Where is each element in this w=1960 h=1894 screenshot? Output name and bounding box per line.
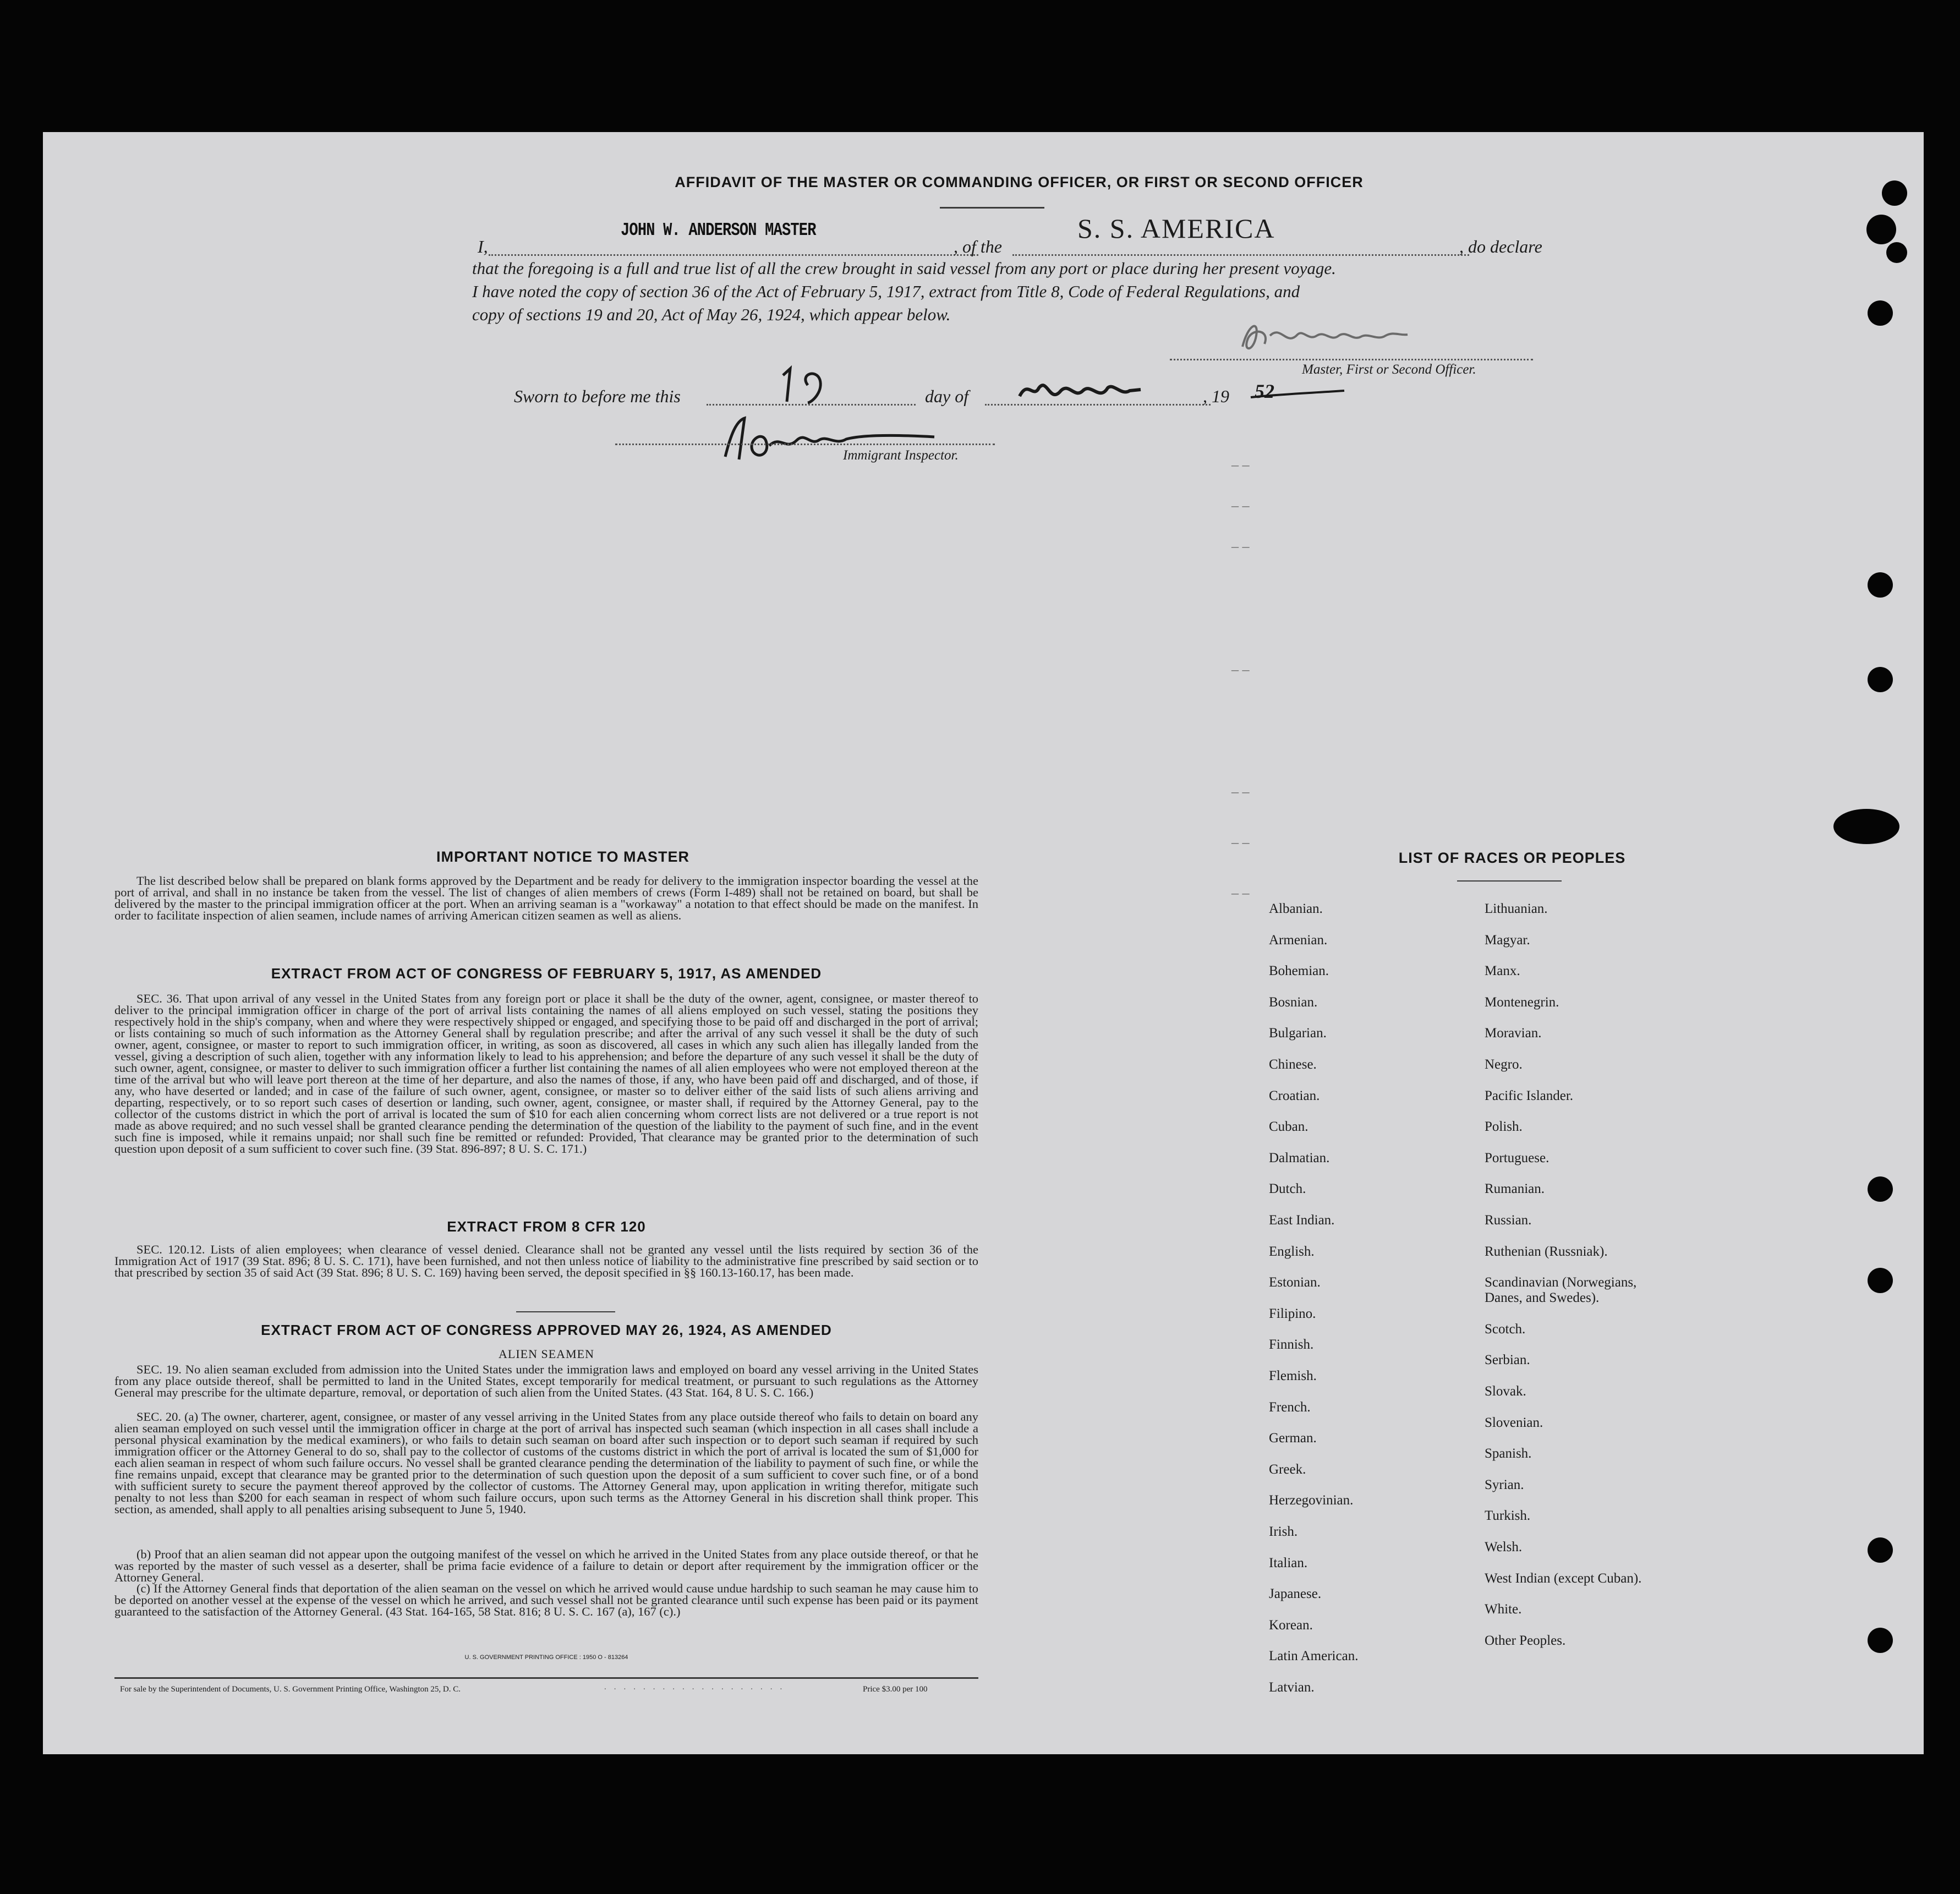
race-item: Pacific Islander. bbox=[1485, 1088, 1574, 1103]
race-item: Estonian. bbox=[1269, 1275, 1321, 1290]
race-item: Ruthenian (Russniak). bbox=[1485, 1244, 1608, 1259]
race-item: Greek. bbox=[1269, 1461, 1306, 1477]
do-declare-label: , do declare bbox=[1459, 237, 1542, 256]
vessel-name: S. S. AMERICA bbox=[1077, 213, 1275, 244]
affidavit-line-2: that the foregoing is a full and true list of all the crew brought in said vessel from any port or place during her present voyage. bbox=[472, 259, 1336, 278]
year-value: 52 bbox=[1255, 380, 1274, 402]
race-item: Bulgarian. bbox=[1269, 1026, 1327, 1041]
race-item: Bosnian. bbox=[1269, 994, 1318, 1010]
race-item: Flemish. bbox=[1269, 1369, 1317, 1383]
extract-1924-sec20b: (b) Proof that an alien seaman did not appear upon the outgoing manifest of the vessel on which he arrived in the United States from any place outside thereof, or that he was reported by the master of such vessel as a deserter, shall be prima facie evidence of a failure to detain or deport after requirement by the immigration officer or the Attorney General. bbox=[114, 1547, 978, 1584]
extract-1917-title: EXTRACT FROM ACT OF CONGRESS OF FEBRUARY 5, 1917, AS AMENDED bbox=[271, 965, 822, 982]
binder-hole bbox=[1833, 809, 1899, 844]
race-item: Slovenian. bbox=[1485, 1415, 1543, 1430]
race-item: Korean. bbox=[1269, 1617, 1313, 1633]
race-item: West Indian (except Cuban). bbox=[1485, 1570, 1642, 1586]
binder-hole bbox=[1882, 180, 1907, 206]
sale-dots: ................... bbox=[604, 1683, 790, 1692]
race-item: Armenian. bbox=[1269, 932, 1328, 948]
inspector-signature-line bbox=[615, 444, 995, 445]
race-item: Chinese. bbox=[1269, 1057, 1317, 1072]
name-line bbox=[489, 254, 978, 256]
notice-title: IMPORTANT NOTICE TO MASTER bbox=[436, 849, 689, 865]
races-title: LIST OF RACES OR PEOPLES bbox=[1398, 850, 1626, 866]
race-item: German. bbox=[1269, 1431, 1317, 1446]
race-item: East Indian. bbox=[1269, 1213, 1335, 1228]
price-note: Price $3.00 per 100 bbox=[863, 1685, 928, 1694]
section-rule bbox=[516, 1311, 615, 1312]
race-item: Slovak. bbox=[1485, 1384, 1526, 1399]
races-title-rule bbox=[1457, 880, 1562, 882]
race-item: Other Peoples. bbox=[1485, 1633, 1566, 1648]
race-item: Negro. bbox=[1485, 1057, 1523, 1072]
race-item: Latvian. bbox=[1269, 1680, 1315, 1695]
race-item: Syrian. bbox=[1485, 1477, 1524, 1492]
of-the-label: , of the bbox=[954, 237, 1002, 256]
race-item: Albanian. bbox=[1269, 901, 1323, 916]
race-item: Dalmatian. bbox=[1269, 1150, 1330, 1165]
bleed-dash: – – bbox=[1231, 457, 1250, 473]
race-item: Russian. bbox=[1485, 1213, 1532, 1228]
extract-1917-body: SEC. 36. That upon arrival of any vessel in the United States from any foreign port or place it shall be the duty of the owner, agent, consignee, or master thereof to deliver to the principal immigration officer in charge of the port of arrival lists containing the names of all aliens employed on such vessel, stating the positions they respectively hold in the ship's company, when and where they were respectively shipped or engaged, and specifying those to be paid off and discharged in the port of arrival; or lists containing so much of such information as the Attorney General shall by regulation prescribe; and after the arrival of any such vessel it shall be the duty of such owner, agent, consignee, or master to report to such immigration officer, in writing, as soon as discovered, all cases in which any such alien has illegally landed from the vessel, giving a description of such alien, together with any information likely to lead to his apprehension; and before the departure of any such vessel it shall be the duty of such owner, agent, consignee, or master to deliver to such immigration officer a further list containing the names of all alien employees who were not employed thereon at the time of the arrival but who will leave port thereon at the time of her departure, and also the names of those, if any, who have been paid off and discharged, and of those, if any, who have deserted or landed; and in case of the failure of such owner, agent, consignee, or master so to deliver either of the said lists of such aliens arriving and departing, respectively, or to so report such cases of desertion or landing, such owner, agent, consignee, or master shall, if required by the Attorney General, pay to the collector of the customs district in which the port of arrival is located the sum of $10 for each alien concerning whom correct lists are not delivered or a true report is not made as above required; and no such vessel shall be granted clearance pending the determination of the question of the liability to the payment of such fine, and in the event such fine is imposed, while it remains unpaid; nor shall such fine be remitted or refunded: Provided, That clearance may be granted prior to the determination of such question upon deposit of a sum sufficient to cover such fine. (39 Stat. 896-897; 8 U. S. C. 171.) bbox=[114, 992, 978, 1156]
race-item: Croatian. bbox=[1269, 1088, 1320, 1103]
race-item: English. bbox=[1269, 1244, 1315, 1259]
sworn-label: Sworn to before me this bbox=[514, 386, 681, 406]
bleed-dash: – – bbox=[1231, 834, 1250, 850]
race-item: Lithuanian. bbox=[1485, 901, 1548, 916]
footer-rule bbox=[114, 1677, 978, 1679]
race-item: Finnish. bbox=[1269, 1337, 1314, 1353]
race-item: Dutch. bbox=[1269, 1181, 1306, 1197]
race-item: Latin American. bbox=[1269, 1649, 1359, 1664]
race-item: Japanese. bbox=[1269, 1586, 1322, 1602]
race-item: Moravian. bbox=[1485, 1026, 1542, 1041]
race-item: Italian. bbox=[1269, 1555, 1308, 1570]
master-signature-line bbox=[1170, 359, 1533, 360]
extract-cfr-title: EXTRACT FROM 8 CFR 120 bbox=[447, 1218, 646, 1235]
race-item: French. bbox=[1269, 1399, 1311, 1415]
month-handwritten bbox=[1017, 374, 1143, 413]
binder-hole bbox=[1868, 1268, 1893, 1293]
race-item: Serbian. bbox=[1485, 1353, 1530, 1368]
race-item: Cuban. bbox=[1269, 1119, 1309, 1135]
inspector-caption: Immigrant Inspector. bbox=[843, 448, 959, 463]
race-item: Montenegrin. bbox=[1485, 994, 1559, 1010]
bleed-dash: – – bbox=[1231, 538, 1250, 554]
race-item: Turkish. bbox=[1485, 1508, 1531, 1524]
race-item: Filipino. bbox=[1269, 1306, 1316, 1321]
affidavit-title: AFFIDAVIT OF THE MASTER OR COMMANDING OFFICER, OR FIRST OR SECOND OFFICER bbox=[675, 174, 1364, 190]
race-item: Rumanian. bbox=[1485, 1181, 1545, 1197]
bleed-dash: – – bbox=[1231, 661, 1250, 677]
affidavit-line-3: I have noted the copy of section 36 of the Act of February 5, 1917, extract from Title 8, Code of Federal Regulations, and bbox=[472, 282, 1300, 301]
binder-hole bbox=[1868, 300, 1893, 326]
printing-office-note: U. S. GOVERNMENT PRINTING OFFICE : 1950 O - 813264 bbox=[464, 1654, 628, 1661]
binder-hole bbox=[1868, 572, 1893, 598]
title-rule bbox=[940, 207, 1044, 209]
sale-note: For sale by the Superintendent of Documents, U. S. Government Printing Office, Washington 25, D. C. bbox=[120, 1685, 461, 1694]
binder-hole bbox=[1868, 1628, 1893, 1653]
extract-1924-subtitle: ALIEN SEAMEN bbox=[499, 1347, 594, 1361]
vessel-line bbox=[1012, 254, 1469, 256]
document-sheet bbox=[43, 132, 1924, 1754]
year-flourish bbox=[1248, 387, 1347, 404]
binder-hole bbox=[1868, 1176, 1893, 1202]
binder-hole bbox=[1868, 667, 1893, 692]
notice-body: The list described below shall be prepared on blank forms approved by the Department and be ready for delivery to the immigration inspector boarding the vessel at the port of arrival, and shall in no instance be taken from the vessel. The list of changes of alien members of crews (Form I-489) shall not be retained on board, but shall be delivered by the master to the principal immigration officer at the port. When an arriving seaman is a "workaway" a notation to that effect should be made on the manifest. In order to facilitate inspection of alien seamen, include names of arriving American citizen seamen as well as aliens. bbox=[114, 874, 978, 922]
extract-1924-sec20c: (c) If the Attorney General finds that deportation of the alien seaman on the vessel on which he arrived would cause undue hardship to such seaman he may cause him to be deported on another vessel at the expense of the vessel on which he arrived, and such vessel shall not be granted clearance until such expense has been paid or its payment guaranteed to the satisfaction of the Attorney General. (43 Stat. 164-165, 58 Stat. 816; 8 U. S. C. 167 (a), 167 (c).) bbox=[114, 1581, 978, 1618]
race-item: Polish. bbox=[1485, 1119, 1523, 1135]
race-item: Spanish. bbox=[1485, 1446, 1532, 1461]
bleed-dash: – – bbox=[1231, 784, 1250, 800]
year-prefix: , 19 bbox=[1203, 386, 1229, 406]
race-item: White. bbox=[1485, 1602, 1522, 1617]
race-item: Herzegovinian. bbox=[1269, 1493, 1354, 1508]
day-of-label: day of bbox=[925, 386, 969, 406]
extract-1924-sec19: SEC. 19. No alien seaman excluded from admission into the United States under the immigration laws and employed on board any vessel arriving in the United States from any place outside thereof, shall be permitted to land in the United States, except temporarily for medical treatment, or pursuant to such regulations as the Attorney General may prescribe for the ultimate departure, removal, or deportation of such alien from the United States. (43 Stat. 164, 8 U. S. C. 166.) bbox=[114, 1362, 978, 1399]
day-handwritten bbox=[775, 363, 835, 407]
binder-hole bbox=[1886, 242, 1907, 263]
bleed-dash: – – bbox=[1231, 885, 1250, 901]
binder-hole bbox=[1866, 215, 1896, 244]
race-item: Welsh. bbox=[1485, 1540, 1523, 1554]
race-item: Manx. bbox=[1485, 964, 1520, 979]
affidavit-line-4: copy of sections 19 and 20, Act of May 26, 1924, which appear below. bbox=[472, 305, 951, 324]
race-item: Bohemian. bbox=[1269, 964, 1329, 979]
master-caption: Master, First or Second Officer. bbox=[1302, 362, 1476, 377]
race-item: Irish. bbox=[1269, 1524, 1298, 1539]
bleed-dash: – – bbox=[1231, 497, 1250, 513]
binder-hole bbox=[1868, 1537, 1893, 1563]
master-name: JOHN W. ANDERSON MASTER bbox=[621, 220, 816, 240]
extract-1924-title: EXTRACT FROM ACT OF CONGRESS APPROVED MAY 26, 1924, AS AMENDED bbox=[261, 1322, 832, 1338]
month-value bbox=[1017, 374, 1018, 375]
master-signature bbox=[1231, 314, 1413, 358]
i-label: I, bbox=[478, 237, 488, 256]
race-item: Scotch. bbox=[1485, 1321, 1526, 1337]
race-item: Scandinavian (Norwegians, Danes, and Swedes). bbox=[1485, 1275, 1637, 1306]
race-item: Magyar. bbox=[1485, 932, 1530, 948]
extract-cfr-body: SEC. 120.12. Lists of alien employees; when clearance of vessel denied. Clearance shall not be granted any vessel until the lists required by section 36 of the Immigration Act of 1917 (39 Stat. 896; 8 U. S. C. 171), have been furnished, and not then unless notice of liability to the administrative fine prescribed by said section or to that prescribed by section 35 of said Act (39 Stat. 896; 8 U. S. C. 169) having been served, the deposit specified in §§ 160.13-160.17, has been made. bbox=[114, 1242, 978, 1279]
extract-1924-sec20a: SEC. 20. (a) The owner, charterer, agent, consignee, or master of any vessel arriving in the United States from any place outside thereof who fails to detain on board any alien seaman employed on such vessel until the immigration officer in charge at the port of arrival has inspected such seaman (which inspection in all cases shall include a personal physical examination by the medical examiners), or who fails to detain such seaman on board after such inspection or to deport such seaman if required by such immigration officer or the Attorney General to do so, shall pay to the collector of customs of the customs district in which the port of arrival is located the sum of $1,000 for each alien seaman in respect of whom such failure occurs. No vessel shall be granted clearance pending the determination of the liability to payment of such fine, or while the fine remains unpaid, except that clearance may be granted prior to the determination of such question upon the deposit of a sum sufficient to cover such fine, or of a bond with sufficient surety to secure the payment thereof approved by the collector of customs. The Attorney General may, upon application in writing therefor, mitigate such penalty to not less than $200 for each seaman in respect of whom such failure occurs, upon such terms as the Attorney General in his discretion shall think proper. This section, as amended, shall apply to all penalties arising subsequent to June 5, 1940. bbox=[114, 1410, 978, 1516]
race-item: Portuguese. bbox=[1485, 1150, 1550, 1165]
